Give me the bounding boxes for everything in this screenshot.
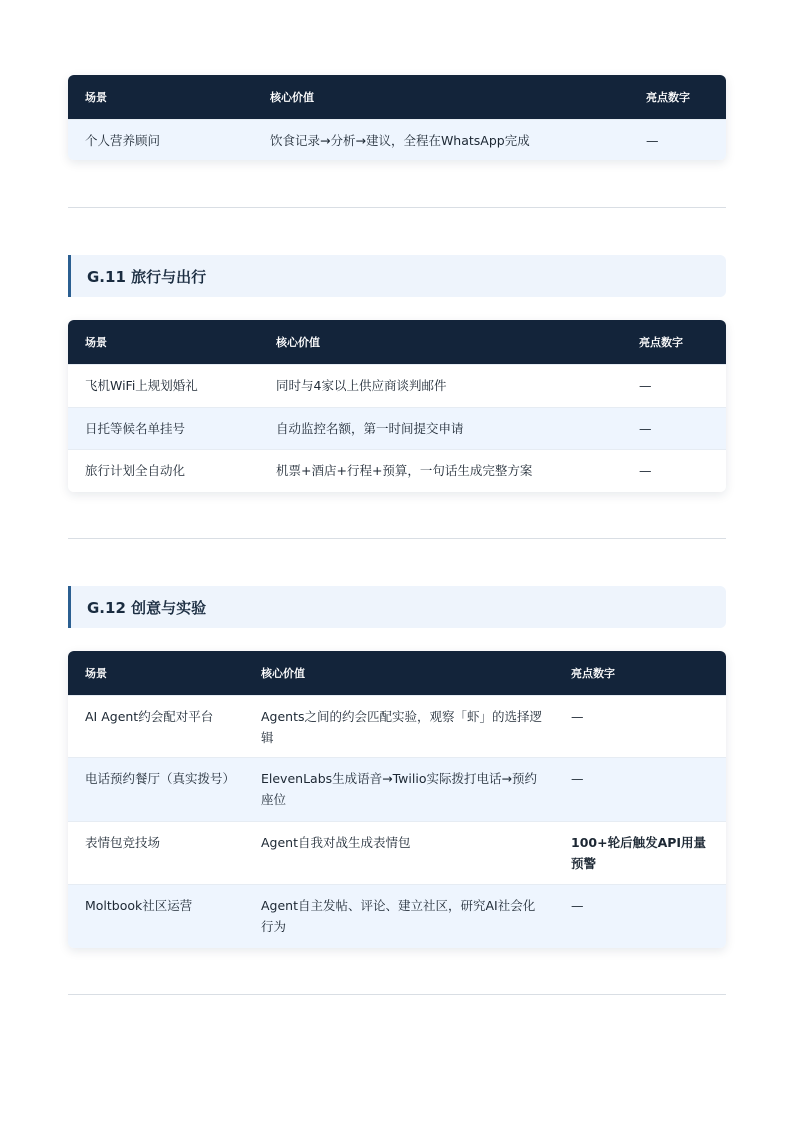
cell-core-value: 饮食记录→分析→建议，全程在WhatsApp完成 [270,133,530,148]
cell-core-value: Agents之间的约会匹配实验，观察「虾」的选择逻辑 [261,709,543,745]
cell-highlight: — [639,421,652,436]
cell-highlight: — [646,133,659,148]
cell-scenario: 电话预约餐厅（真实拨号） [85,771,236,786]
table-header [68,75,726,119]
section-divider [68,538,726,539]
table-row [68,695,726,757]
section-heading-g12: G.12 创意与实验 [68,586,726,628]
cell-scenario: 表情包竞技场 [85,835,161,850]
header-core-value: 核心价值 [276,336,320,349]
cell-highlight: — [639,463,652,478]
cell-core-value: Agent自我对战生成表情包 [261,835,411,850]
section-heading-g11: G.11 旅行与出行 [68,255,726,297]
header-core-value: 核心价值 [270,91,314,104]
header-core-value: 核心价值 [261,667,305,680]
cell-highlight: — [639,378,652,393]
table-row [68,757,726,821]
cell-highlight-emphasis: 100+轮后触发API用量预警 [571,835,707,871]
header-highlight: 亮点数字 [639,336,683,349]
cell-highlight: — [571,898,584,913]
cell-core-value: 机票+酒店+行程+预算，一句话生成完整方案 [276,463,533,478]
table-row [68,884,726,948]
nutrition-table [68,75,726,160]
header-highlight: 亮点数字 [646,91,690,104]
cell-core-value: Agent自主发帖、评论、建立社区，研究AI社会化行为 [261,898,536,934]
table-header [68,320,726,364]
cell-scenario: Moltbook社区运营 [85,898,193,913]
section-divider [68,994,726,995]
table-row [68,821,726,884]
header-scenario: 场景 [85,667,107,680]
table-row [68,407,726,449]
table-row [68,119,726,160]
cell-core-value: 同时与4家以上供应商谈判邮件 [276,378,447,393]
header-scenario: 场景 [85,91,107,104]
table-row [68,364,726,407]
header-scenario: 场景 [85,336,107,349]
cell-core-value: 自动监控名额，第一时间提交申请 [276,421,464,436]
cell-scenario: 旅行计划全自动化 [85,463,186,478]
cell-scenario: 日托等候名单挂号 [85,421,186,436]
travel-table [68,320,726,492]
cell-highlight: — [571,771,584,786]
cell-highlight: — [571,709,584,724]
table-header [68,651,726,695]
cell-core-value: ElevenLabs生成语音→Twilio实际拨打电话→预约座位 [261,771,537,807]
table-row [68,449,726,492]
cell-scenario: 飞机WiFi上规划婚礼 [85,378,198,393]
creative-table [68,651,726,948]
header-highlight: 亮点数字 [571,667,615,680]
section-divider [68,207,726,208]
cell-scenario: 个人营养顾问 [85,133,161,148]
cell-scenario: AI Agent约会配对平台 [85,709,214,724]
